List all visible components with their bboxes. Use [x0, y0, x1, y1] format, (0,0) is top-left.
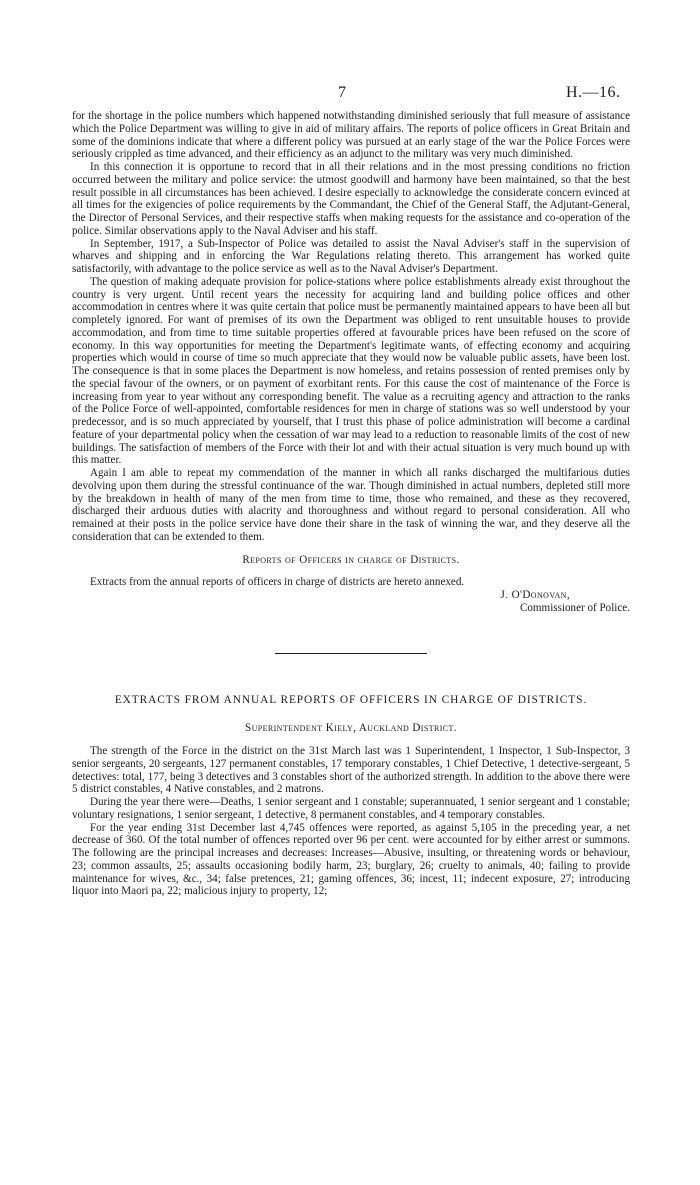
signature-title: Commissioner of Police.	[519, 601, 630, 614]
district-paragraph: For the year ending 31st December last 4,745 offences were reported, as against 5,105 in the preceding year, a net decrease of 360. Of the total number of offences reported over 96 per cent. were accounted for by either arrest or summons. The following are the principal increases and decreases: Increases—Abusive, insulting, or threatening words or behaviour, 23; common assaults, 25; assaults occasioning bodily harm, 23; burglary, 26; cruelty to animals, 40; failing to provide maintenance for wives, &c., 34; false pretences, 21; gaming offences, 36; incest, 11; indecent exposure, 27; introducing liquor into Maori pa, 22; malicious injury to property, 12;	[72, 821, 630, 898]
signature-name-text: J. O'Donovan,	[500, 589, 570, 601]
signature-name	[72, 589, 630, 602]
paragraph: The question of making adequate provision for police-stations where police establishments already exist throughout the country is very urgent. Until recent years the necessity for acquiring land and building police offices and other accommodation in centres where it was quite certain that police must be permanently maintained appears to have been all but completely ignored. For want of premises of its own the Department was obliged to rent unsuitable houses to provide accommodation, and from time to time suitable properties offered at favourable prices have been refused on the score of economy. In this way opportunities for meeting the Department's legitimate wants, of effecting economy and acquiring properties which would in course of time so much appreciate that they would now be valuable public assets, have been lost. The consequence is that in some places the Department is now homeless, and retains possession of rented premises only by the special favour of the owners, or on payment of exorbitant rents. For this cause the cost of maintenance of the Force is increasing from year to year without any corresponding benefit. The value as a recruiting agency and attraction to the ranks of the Police Force of well-appointed, comfortable residences for men in charge of stations was so well understood by your predecessor, and is so much appreciated by yourself, that I trust this phase of police administration will become a cardinal feature of your departmental policy when the cessation of war may lead to a reduction to reasonable limits of the cost of new buildings. The satisfaction of members of the Force with their lot and with their actual situation is very much bound up with this matter.	[72, 275, 630, 467]
page-header	[0, 84, 700, 106]
paragraph: In this connection it is opportune to record that in all their relations and in the most pressing conditions no friction occurred between the military and police service: the utmost goodwill and harmony have been maintained, so that the best result possible in all circumstances has been achieved. I desire especially to acknowledge the considerate concern evinced at all times for the exigencies of police requirements by the Commandant, the Chief of the General Staff, the Adjutant-General, the Director of Personal Services, and their respective staffs when making requests for the assistance and co-operation of the police. Similar observations apply to the Naval Adviser and his staff.	[72, 161, 630, 237]
district-paragraph: The strength of the Force in the district on the 31st March last was 1 Superintendent, 1 Inspector, 1 Sub-Inspector, 3 senior sergeants, 20 sergeants, 127 permanent constables, 17 temporary constables, 1 Chief Detective, 1 detective-sergeant, 5 detectives: total, 177, being 3 detectives and 3 constables short of the authorized strength. In addition to the above there were 5 district constables, 4 Native constables, and 2 matrons.	[72, 745, 630, 796]
section-divider	[275, 653, 427, 654]
paragraph: In September, 1917, a Sub-Inspector of Police was detailed to assist the Naval Adviser's staff in the supervision of wharves and shipping and in enforcing the War Regulations relating thereto. This arrangement has worked quite satisfactorily, with advantage to the police service as well as to the Naval Adviser's Department.	[72, 237, 630, 275]
page-number: 7	[338, 84, 346, 101]
district-heading: Superintendent Kiely, Auckland District.	[245, 722, 457, 735]
reports-heading: Reports of Officers in charge of Districts.	[242, 553, 460, 566]
paragraph: Again I am able to repeat my commendation of the manner in which all ranks discharged the multifarious duties devolving upon them during the stressful continuance of the war. Though diminished in actual numbers, depleted still more by the breakdown in health of many of the men from time to time, those who remained, and these as they recovered, discharged their arduous duties with alacrity and thoroughness and without regard to personal consideration. All who remained at their posts in the police service have done their share in the task of winning the war, and they deserve all the consideration that can be extended to them.	[72, 467, 630, 543]
district-paragraph: During the year there were—Deaths, 1 senior sergeant and 1 constable; superannuated, 1 senior sergeant and 1 constable; voluntary resignations, 1 senior sergeant, 1 detective, 8 permanent constables, and 4 temporary constables.	[72, 796, 630, 821]
reports-text: Extracts from the annual reports of officers in charge of districts are hereto annexed.	[90, 576, 465, 589]
extracts-title: EXTRACTS FROM ANNUAL REPORTS OF OFFICERS IN CHARGE OF DISTRICTS.	[114, 693, 588, 706]
document-body	[72, 110, 630, 898]
paragraph: for the shortage in the police numbers which happened notwithstanding diminished seriously that full measure of assistance which the Police Department was willing to give in aid of military affairs. The reports of police officers in Great Britain and some of the dominions indicate that where a different policy was pursued at an early stage of the war the Police Forces were seriously crippled as time advanced, and their efficiency as an adjunct to the military was very much diminished.	[72, 110, 630, 161]
document-code: H.—16.	[566, 84, 621, 101]
